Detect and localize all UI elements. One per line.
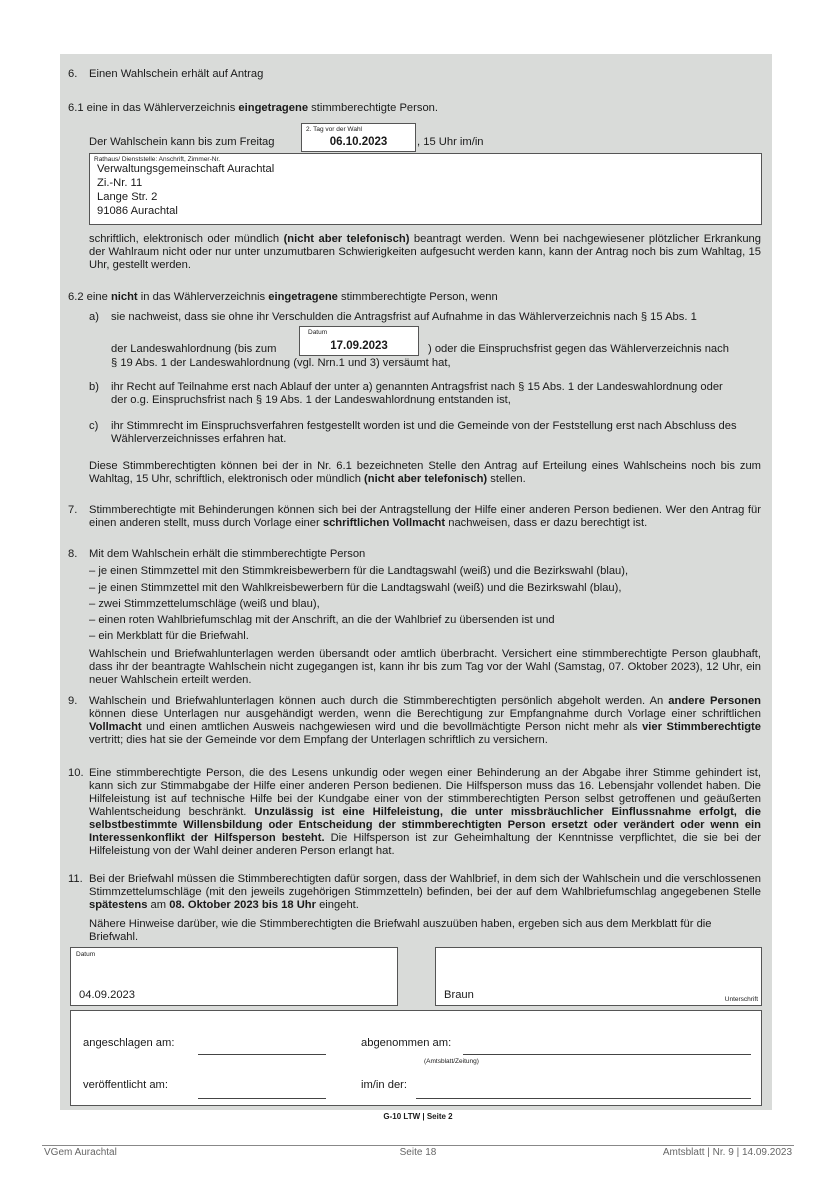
published-in-field-line <box>416 1098 751 1099</box>
form-id: G-10 LTW | Seite 2 <box>383 1112 453 1121</box>
deadline-text: Der Wahlschein kann bis zum Freitag <box>89 136 275 148</box>
deadline-suffix: , 15 Uhr im/in <box>417 136 484 148</box>
removed-field-line <box>463 1054 751 1055</box>
removed-sub-label: (Amtsblatt/Zeitung) <box>424 1058 479 1065</box>
section-8-paragraph: Wahlschein und Briefwahlunterlagen werden übersandt oder amtlich überbracht. Versichert eine stimmberechtigte Person glaubhaft, dass ihr der beantragte Wahlschein nicht zugegangen ist, kann ihr bis zum Tag vor der Wahl (Samstag, 07. Oktober 2023), 12 Uhr, ein neuer Wahlschein erteilt werden. <box>89 648 761 686</box>
section-6-1-heading: 6.1 eine in das Wählerverzeichnis eingetragene stimmberechtigte Person. <box>68 102 438 114</box>
footer-right: Amtsblatt | Nr. 9 | 14.09.2023 <box>662 1147 792 1158</box>
section-8-item: – ein Merkblatt für die Briefwahl. <box>89 630 249 642</box>
section-8-item: – einen roten Wahlbriefumschlag mit der Anschrift, an die der Wahlbrief zu übersenden ist und <box>89 614 555 626</box>
application-date: 17.09.2023 <box>330 340 388 352</box>
section-6-1-paragraph: schriftlich, elektronisch oder mündlich (nicht aber telefonisch) beantragt werden. Wenn bei nachgewiesener plötzlicher Erkrankung der Wahlraum nicht oder nur unter unzumutbaren Schwierigkeiten aufgesucht werden kann, kann der Antrag noch bis zum Wahltag, 15 Uhr, gestellt werden. <box>89 233 761 271</box>
published-in-label: im/in der: <box>361 1079 408 1091</box>
date-signature-box <box>70 947 398 1006</box>
application-box-label: Datum <box>308 329 328 336</box>
removed-label: abgenommen am: <box>361 1037 452 1049</box>
section-6-2-closing: Diese Stimmberechtigten können bei der in Nr. 6.1 bezeichneten Stelle den Antrag auf Erteilung eines Wahlscheins noch bis zum Wahltag, 15 Uhr, schriftlich, elektronisch oder mündlich (nicht aber telefonisch) stellen. <box>89 460 761 485</box>
deadline-date-box <box>301 123 416 152</box>
address-line: Lange Str. 2 <box>97 191 158 203</box>
address-box-label: Rathaus/ Dienststelle: Anschrift, Zimmer-Nr. <box>94 156 221 163</box>
item-a-line2: der Landeswahlordnung (bis zum <box>111 343 277 355</box>
item-a-label: a) <box>89 311 99 323</box>
section-8-item: – je einen Stimmzettel mit den Stimmkreisbewerbern für die Landtagswahl (weiß) und die Bezirkswahl (blau), <box>89 565 629 577</box>
footer-rule <box>42 1145 794 1146</box>
deadline-box-label: 2. Tag vor der Wahl <box>306 126 362 133</box>
section-8-number: 8. <box>68 548 78 560</box>
deadline-date: 06.10.2023 <box>329 136 388 148</box>
item-c-label: c) <box>89 420 99 432</box>
section-10-number: 10. <box>68 767 84 779</box>
sign-date-label: Datum <box>76 951 96 958</box>
signer-name: Braun <box>444 989 474 1001</box>
section-6-title: Einen Wahlschein erhält auf Antrag <box>89 68 264 80</box>
item-a-text: sie nachweist, dass sie ohne ihr Verschulden die Antragsfrist auf Aufnahme in das Wählerverzeichnis nach § 15 Abs. 1 <box>111 311 697 323</box>
posted-label: angeschlagen am: <box>83 1037 175 1049</box>
section-11-text: Bei der Briefwahl müssen die Stimmberechtigten dafür sorgen, dass der Wahlbrief, in dem sich der Wahlschein und die verschlossenen Stimmzettelumschläge (mit den jeweils zugehörigen Stimmzetteln) befinden, bei der auf dem Wahlbriefumschlag angegebenen Stelle spätestens am 08. Oktober 2023 bis 18 Uhr eingeht. <box>89 873 761 911</box>
sign-date: 04.09.2023 <box>79 989 135 1001</box>
item-a-line3: § 19 Abs. 1 der Landeswahlordnung (vgl. Nrn.1 und 3) versäumt hat, <box>111 357 451 369</box>
item-b-label: b) <box>89 381 99 393</box>
published-label: veröffentlicht am: <box>83 1079 168 1091</box>
section-7-number: 7. <box>68 504 78 516</box>
section-8-item: – zwei Stimmzettelumschläge (weiß und blau), <box>89 598 320 610</box>
item-a-line2-suffix: ) oder die Einspruchsfrist gegen das Wählerverzeichnis nach <box>428 343 729 355</box>
item-b-text: ihr Recht auf Teilnahme erst nach Ablauf der unter a) genannten Antragsfrist nach § 15 Abs. 1 der Landeswahlordnung oder der o.g. Einspruchsfrist nach § 19 Abs. 1 der Landeswahlordnung entstanden ist, <box>111 381 723 406</box>
address-line: Verwaltungsgemeinschaft Aurachtal <box>97 163 275 175</box>
signature-box <box>435 947 762 1006</box>
section-6-2-heading: 6.2 eine nicht in das Wählerverzeichnis eingetragene stimmberechtigte Person, wenn <box>68 291 498 303</box>
application-date-box <box>299 326 419 356</box>
address-line: Zi.-Nr. 11 <box>97 177 143 189</box>
footer-left: VGem Aurachtal <box>44 1147 117 1158</box>
section-8-item: – je einen Stimmzettel mit den Wahlkreisbewerbern für die Landtagswahl (weiß) und die Bezirkswahl (blau), <box>89 582 622 594</box>
posting-box <box>70 1010 762 1106</box>
section-11-number: 11. <box>68 873 83 885</box>
section-11-note: Nähere Hinweise darüber, wie die Stimmberechtigten die Briefwahl auszuüben haben, ergeben sich aus dem Merkblatt für die Briefwahl. <box>89 918 712 943</box>
section-8-intro: Mit dem Wahlschein erhält die stimmberechtigte Person <box>89 548 366 560</box>
published-field-line <box>198 1098 326 1099</box>
address-line: 91086 Aurachtal <box>97 205 178 217</box>
section-6-number: 6. <box>68 68 78 80</box>
footer-center: Seite 18 <box>399 1147 437 1158</box>
item-c-text: ihr Stimmrecht im Einspruchsverfahren festgestellt worden ist und die Gemeinde von der Feststellung erst nach Abschluss des Wählerverzeichnisses erfahren hat. <box>111 420 737 445</box>
posted-field-line <box>198 1054 326 1055</box>
section-9-text: Wahlschein und Briefwahlunterlagen können auch durch die Stimmberechtigten persönlich abgeholt werden. An andere Personen können diese Unterlagen nur ausgehändigt werden, wenn die Berechtigung zur Empfangnahme durch Vorlage einer schriftlichen Vollmacht und einen amtlichen Ausweis nachgewiesen wird und die bevollmächtigte Person nicht mehr als vier Stimmberechtigte vertritt; dies hat sie der Gemeinde vor dem Empfang der Unterlagen schriftlich zu versichern. <box>89 695 761 746</box>
section-10-text: Eine stimmberechtigte Person, die des Lesens unkundig oder wegen einer Behinderung an der Abgabe ihrer Stimme gehindert ist, kann sich zur Stimmabgabe der Hilfe einer anderen Person bedienen. Die Hilfsperson muss das 16. Lebensjahr vollendet haben. Die Hilfeleistung ist auf technische Hilfe bei der Kundgabe einer von der stimmberechtigten Person selbst getroffenen und geäußerten Wahlentscheidung beschränkt. Unzulässig ist eine Hilfeleistung, die unter missbräuchlicher Einflussnahme erfolgt, die selbstbestimmte Willensbildung oder Entscheidung der stimmberechtigten Person ersetzt oder verändert oder wenn ein Interessenkonflikt der Hilfsperson besteht. Die Hilfsperson ist zur Geheimhaltung der Kenntnisse verpflichtet, die sie bei der Hilfeleistung von der Wahl deiner anderen Person erlangt hat. <box>89 767 762 857</box>
signature-label: Unterschrift <box>724 996 758 1003</box>
address-box <box>89 153 762 225</box>
section-9-number: 9. <box>68 695 78 707</box>
section-7-text: Stimmberechtigte mit Behinderungen können sich bei der Antragstellung der Hilfe einer anderen Person bedienen. Wer den Antrag für einen anderen stellt, muss durch Vorlage einer schriftlichen Vollmacht nachweisen, dass er dazu berechtigt ist. <box>89 504 761 529</box>
